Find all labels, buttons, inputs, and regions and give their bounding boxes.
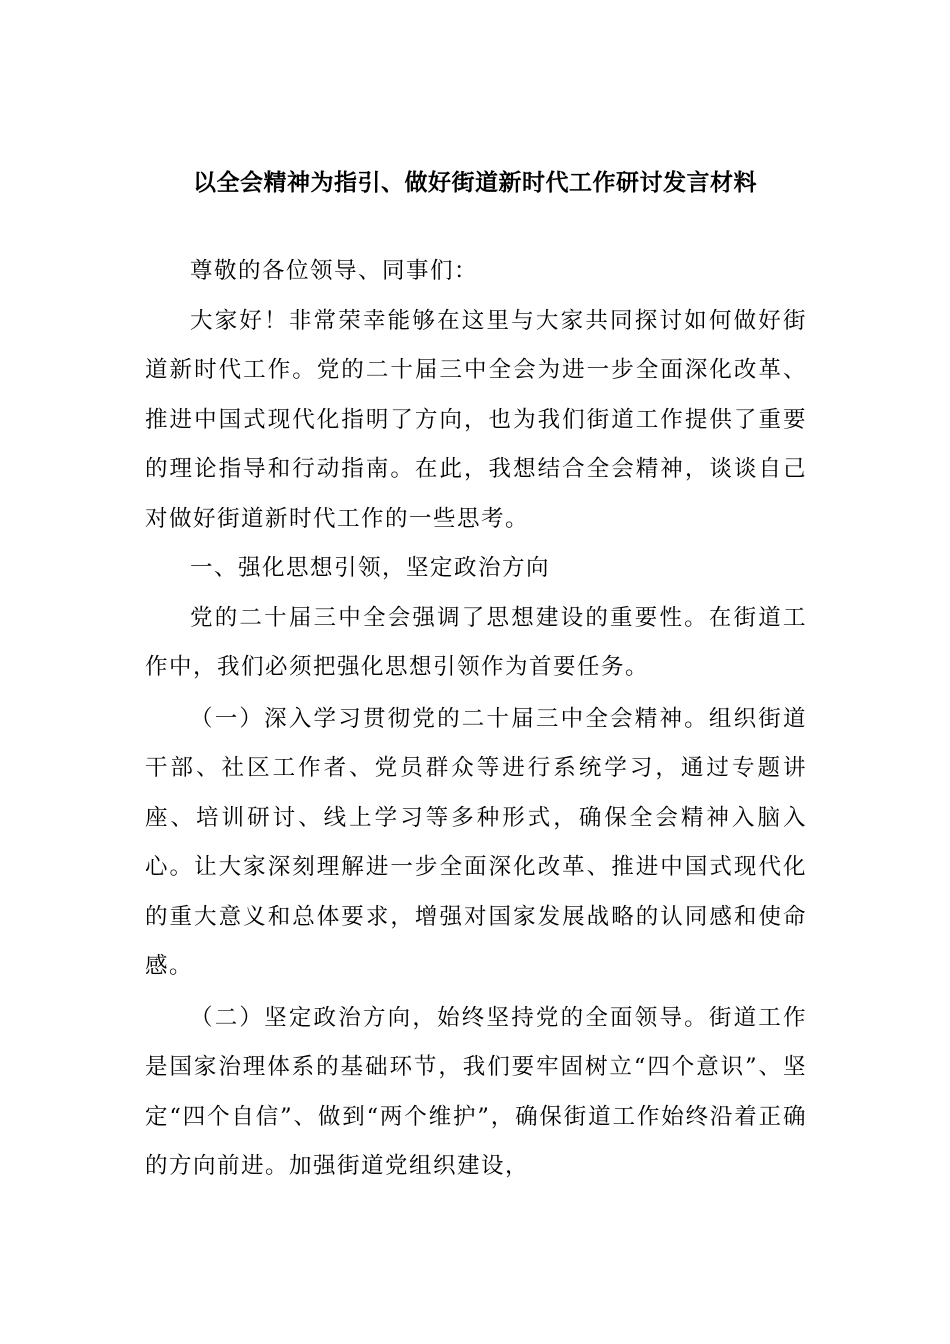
section-heading-1: 一、强化思想引领，坚定政治方向 (190, 555, 551, 581)
document-body (145, 247, 807, 1192)
document-title: 以全会精神为指引、做好街道新时代工作研讨发言材料 (193, 170, 757, 196)
subsection-paragraph-2: （二）坚定政治方向，始终坚持党的全面领导。街道工作是国家治理体系的基础环节，我们要牢固树立“四个意识”、坚定“四个自信”、做到“两个维护”，确保街道工作始终沿着正确的方向前进。加强街道党组织建设， (145, 1004, 807, 1179)
salutation-paragraph: 尊敬的各位领导、同事们： (190, 258, 479, 284)
subsection-paragraph-1: （一）深入学习贯彻党的二十届三中全会精神。组织街道干部、社区工作者、党员群众等进行系统学习，通过专题讲座、培训研讨、线上学习等多种形式，确保全会精神入脑入心。让大家深刻理解进一步全面深化改革、推进中国式现代化的重大意义和总体要求，增强对国家发展战略的认同感和使命感。 (145, 705, 807, 979)
section-intro-paragraph: 党的二十届三中全会强调了思想建设的重要性。在街道工作中，我们必须把强化思想引领作为首要任务。 (145, 604, 807, 680)
opening-paragraph: 大家好！非常荣幸能够在这里与大家共同探讨如何做好街道新时代工作。党的二十届三中全会为进一步全面深化改革、推进中国式现代化指明了方向，也为我们街道工作提供了重要的理论指导和行动指南。在此，我想结合全会精神，谈谈自己对做好街道新时代工作的一些思考。 (145, 307, 807, 532)
